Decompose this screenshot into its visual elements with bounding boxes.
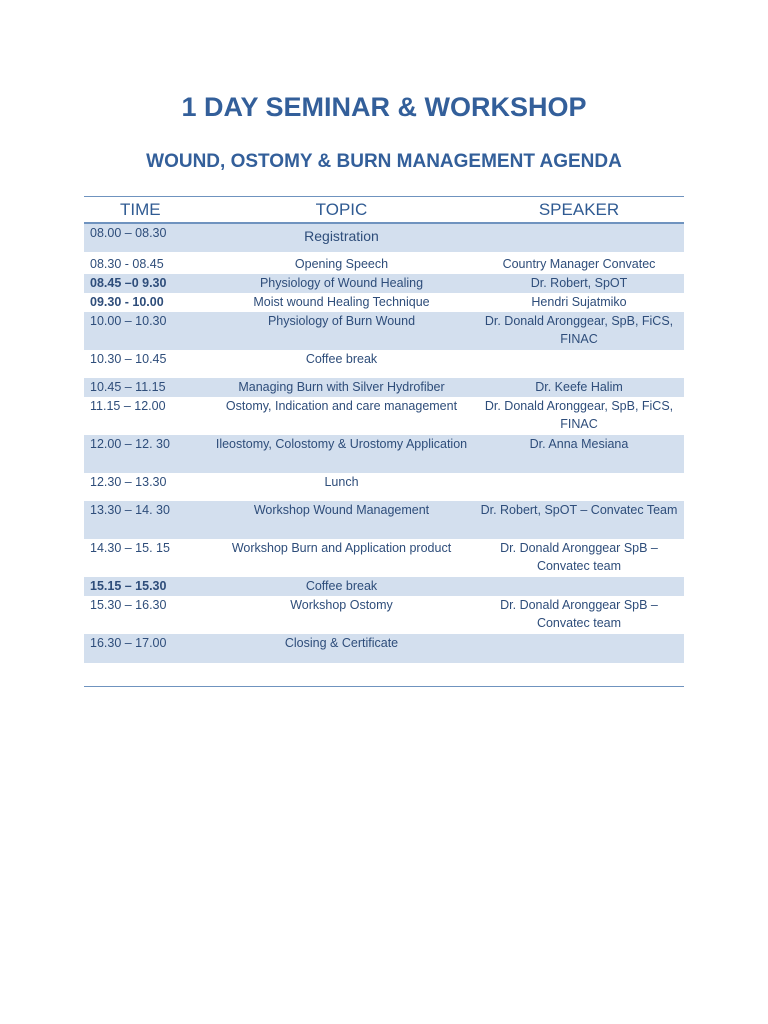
agenda-table bbox=[84, 196, 684, 663]
header-topic: TOPIC bbox=[315, 199, 368, 219]
row-time: 08.45 –0 9.30 bbox=[90, 276, 167, 290]
table-row bbox=[84, 634, 684, 663]
table-row bbox=[84, 312, 684, 350]
table-row bbox=[84, 501, 684, 539]
table-row bbox=[84, 252, 684, 274]
row-speaker: Dr. Donald Aronggear SpB – Convatec team bbox=[500, 598, 658, 630]
row-topic: Closing & Certificate bbox=[284, 636, 399, 650]
table-row bbox=[84, 539, 684, 577]
row-time: 10.00 – 10.30 bbox=[90, 314, 167, 328]
row-time: 16.30 – 17.00 bbox=[90, 636, 167, 650]
table-row bbox=[84, 577, 684, 596]
table-row bbox=[84, 397, 684, 435]
row-speaker: Dr. Donald Aronggear, SpB, FiCS, FINAC bbox=[484, 314, 674, 346]
row-speaker: Dr. Robert, SpOT bbox=[530, 276, 628, 290]
row-time: 12.00 – 12. 30 bbox=[90, 437, 170, 451]
row-time: 08.30 - 08.45 bbox=[90, 257, 164, 271]
row-topic: Ileostomy, Colostomy & Urostomy Application bbox=[215, 437, 468, 451]
row-time: 11.15 – 12.00 bbox=[90, 399, 166, 413]
row-topic: Physiology of Wound Healing bbox=[259, 276, 424, 290]
row-topic: Workshop Ostomy bbox=[290, 598, 393, 612]
page-subtitle: WOUND, OSTOMY & BURN MANAGEMENT AGENDA bbox=[146, 151, 622, 172]
row-topic: Ostomy, Indication and care management bbox=[225, 399, 458, 413]
row-time: 08.00 – 08.30 bbox=[90, 226, 167, 240]
row-speaker bbox=[474, 634, 684, 663]
table-row bbox=[84, 596, 684, 634]
row-speaker: Hendri Sujatmiko bbox=[531, 295, 627, 309]
header-speaker: SPEAKER bbox=[538, 199, 620, 219]
row-time: 15.15 – 15.30 bbox=[90, 579, 167, 593]
table-row bbox=[84, 293, 684, 312]
row-time: 09.30 - 10.00 bbox=[90, 295, 164, 309]
page-title: 1 DAY SEMINAR & WORKSHOP bbox=[181, 92, 587, 122]
row-topic: Coffee break bbox=[305, 579, 378, 593]
row-speaker bbox=[474, 224, 684, 252]
row-topic: Managing Burn with Silver Hydrofiber bbox=[238, 380, 445, 394]
table-row bbox=[84, 224, 684, 252]
row-time: 14.30 – 15. 15 bbox=[90, 541, 170, 555]
table-row bbox=[84, 473, 684, 501]
row-time: 10.45 – 11.15 bbox=[90, 380, 166, 394]
table-header bbox=[84, 197, 684, 224]
table-row bbox=[84, 435, 684, 473]
table-row bbox=[84, 350, 684, 378]
row-time: 13.30 – 14. 30 bbox=[90, 503, 170, 517]
row-time: 15.30 – 16.30 bbox=[90, 598, 167, 612]
row-topic: Moist wound Healing Technique bbox=[253, 295, 430, 309]
row-speaker bbox=[474, 473, 684, 501]
row-speaker bbox=[474, 577, 684, 596]
row-topic: Workshop Burn and Application product bbox=[231, 541, 452, 555]
row-topic: Registration bbox=[304, 228, 379, 244]
row-topic: Physiology of Burn Wound bbox=[267, 314, 416, 328]
row-topic: Lunch bbox=[324, 475, 359, 489]
row-speaker: Dr. Anna Mesiana bbox=[529, 437, 629, 451]
row-speaker bbox=[474, 350, 684, 378]
row-time: 10.30 – 10.45 bbox=[90, 352, 167, 366]
row-time: 12.30 – 13.30 bbox=[90, 475, 167, 489]
row-topic: Workshop Wound Management bbox=[253, 503, 430, 517]
row-topic: Coffee break bbox=[305, 352, 378, 366]
row-speaker: Dr. Keefe Halim bbox=[535, 380, 623, 394]
row-speaker: Dr. Donald Aronggear, SpB, FiCS, FINAC bbox=[484, 399, 674, 431]
row-speaker: Country Manager Convatec bbox=[502, 257, 656, 271]
bottom-divider bbox=[84, 686, 684, 687]
header-time: TIME bbox=[120, 199, 161, 219]
row-speaker: Dr. Donald Aronggear SpB – Convatec team bbox=[500, 541, 658, 573]
table-row bbox=[84, 378, 684, 397]
row-topic: Opening Speech bbox=[294, 257, 389, 271]
row-speaker: Dr. Robert, SpOT – Convatec Team bbox=[480, 503, 678, 517]
table-row bbox=[84, 274, 684, 293]
